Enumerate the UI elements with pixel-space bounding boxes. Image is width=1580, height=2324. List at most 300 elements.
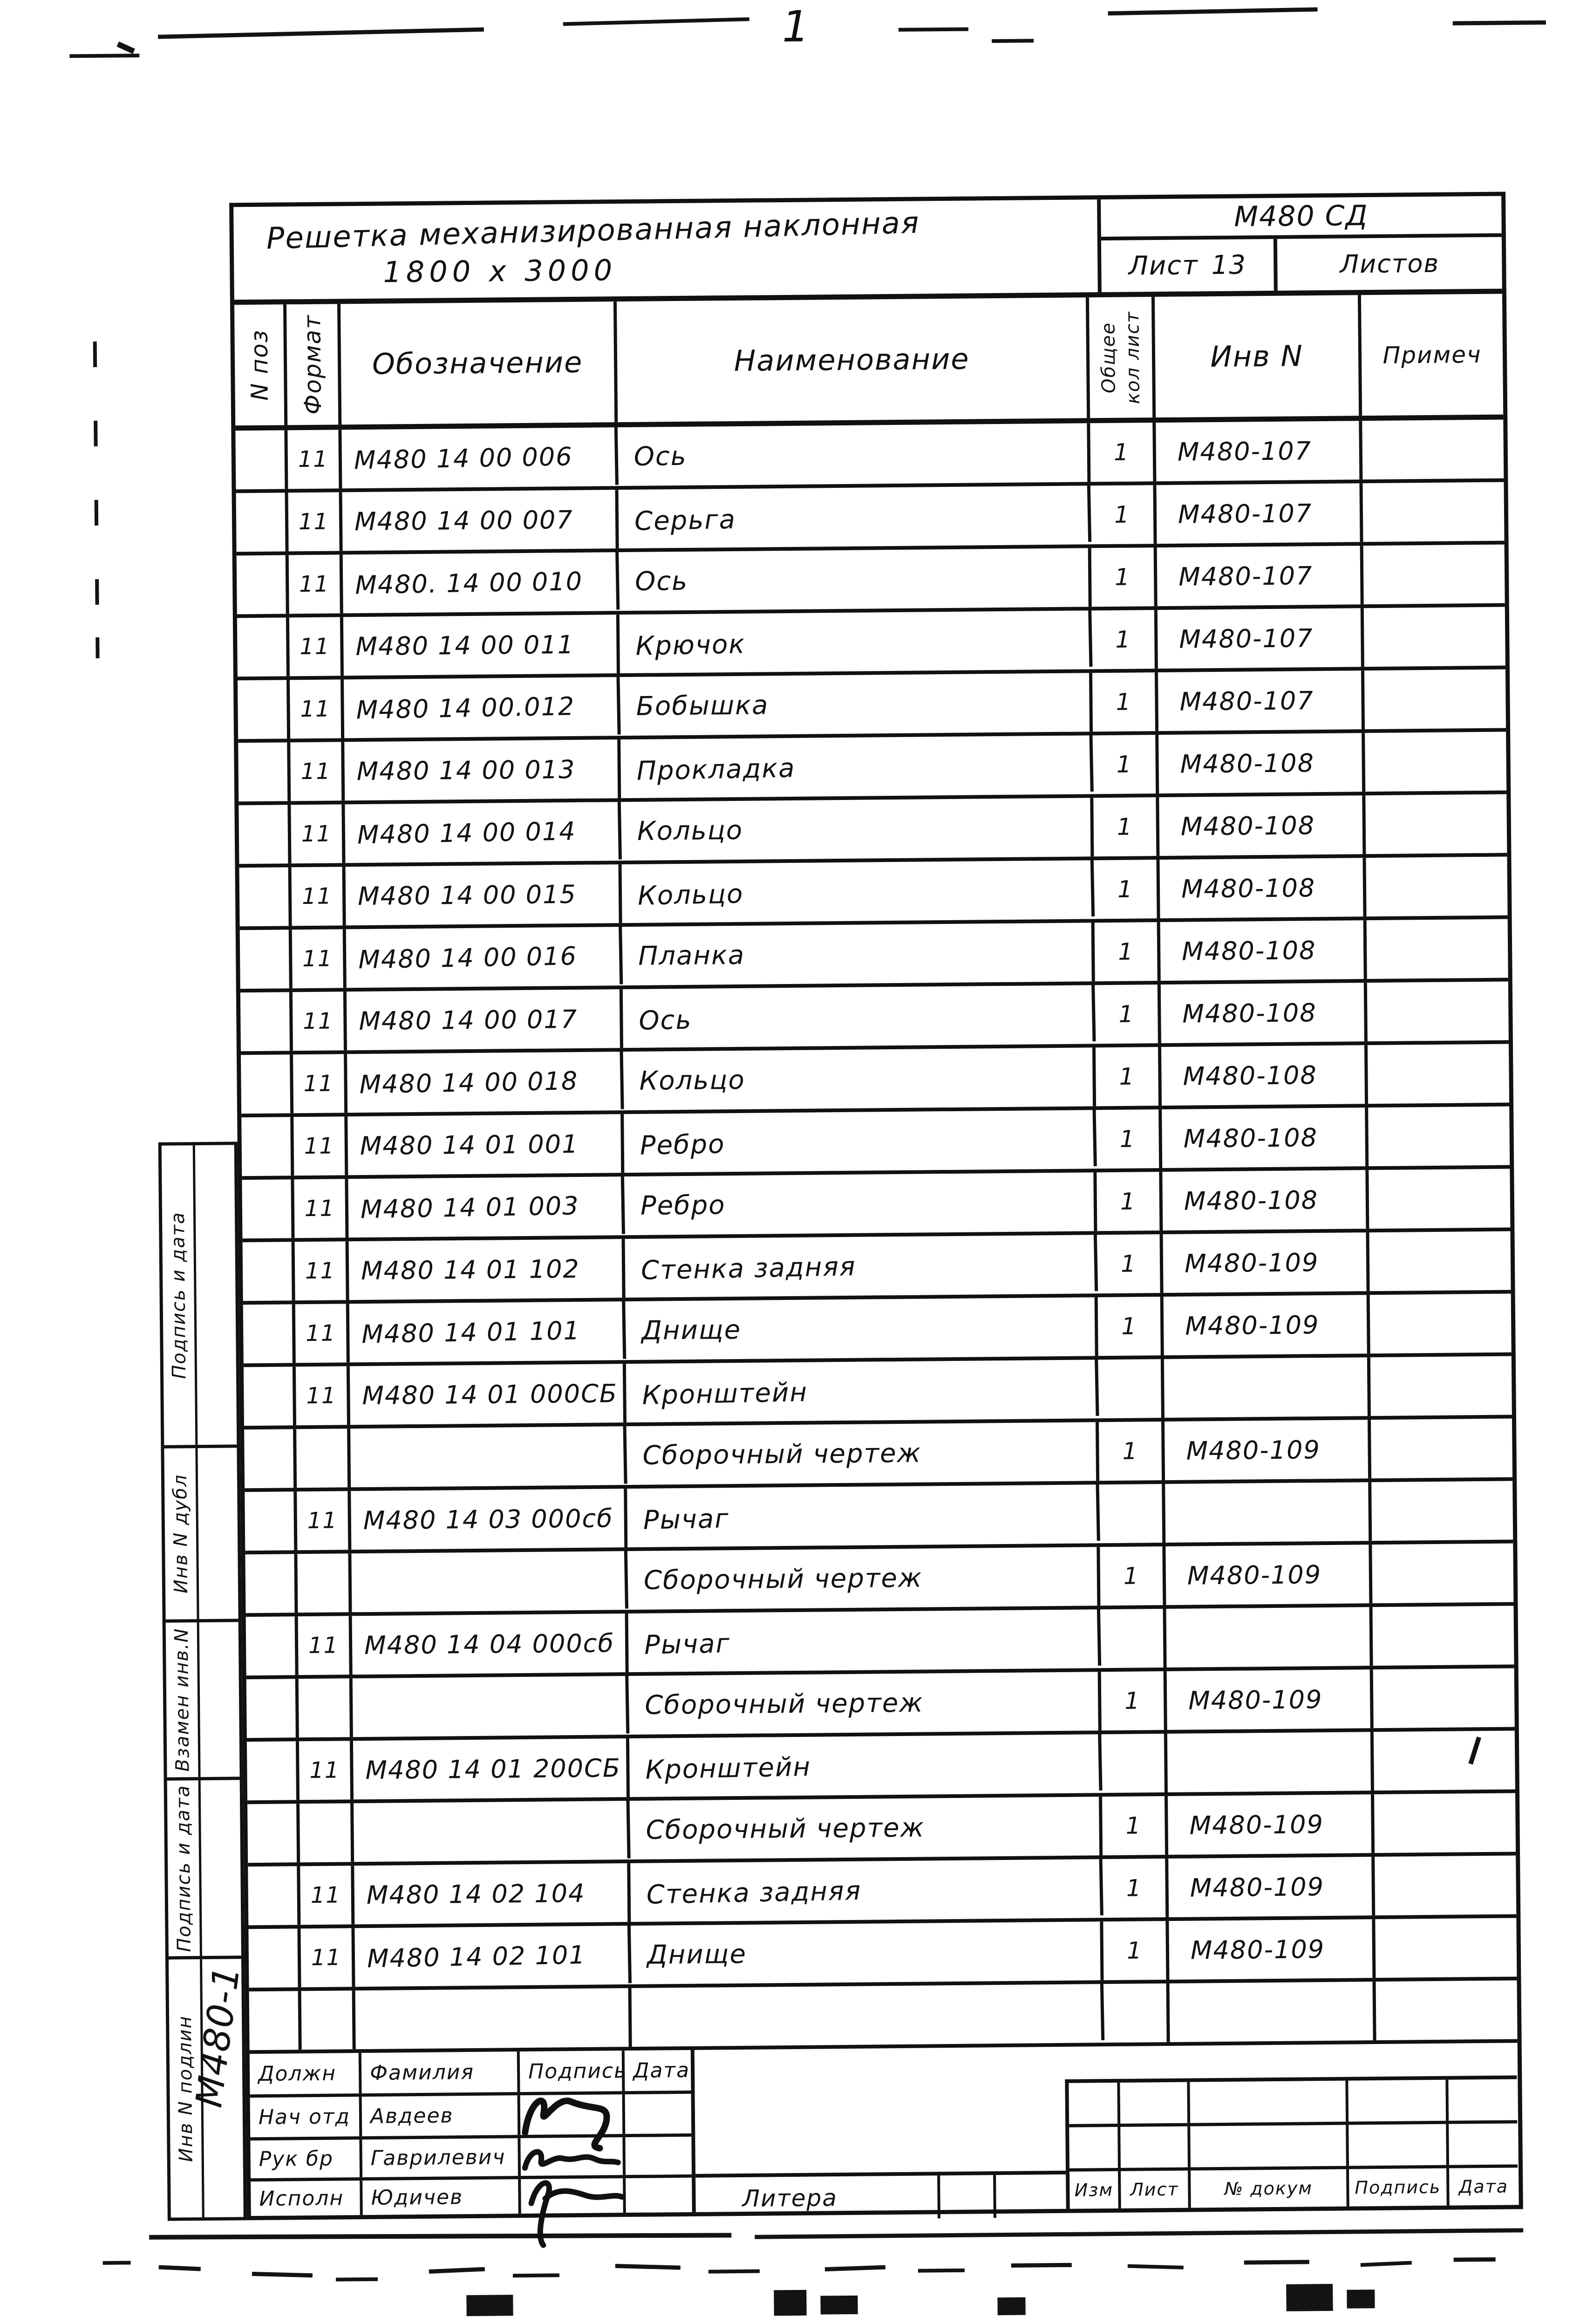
cell-designation: М480 14 00 013 — [344, 739, 621, 800]
cell-pos — [241, 1117, 294, 1176]
cell-pos — [238, 742, 291, 801]
cell-note — [1369, 1231, 1511, 1292]
cell-format — [297, 1553, 352, 1613]
cell-format: 11 — [295, 1304, 350, 1363]
col-role-label: Должн — [250, 2053, 362, 2094]
scan-artifact — [1454, 2257, 1496, 2262]
cell-format: 11 — [298, 1616, 353, 1675]
table-row — [245, 1481, 1513, 1554]
empty-cell — [1190, 2125, 1349, 2167]
cell-note — [1370, 1294, 1512, 1354]
cell-qty: 1 — [1097, 1234, 1164, 1293]
cell-format: 11 — [290, 679, 344, 738]
empty-cell — [1448, 2079, 1517, 2120]
scan-artifact — [563, 17, 749, 26]
cell-note — [1371, 1481, 1513, 1541]
margin-label: Подпись и дата — [172, 1784, 195, 1952]
cell-pos — [238, 680, 290, 739]
table-row — [238, 670, 1506, 743]
scan-artifact — [1244, 2260, 1309, 2264]
sheets-total-label: Листов — [1340, 248, 1440, 279]
scan-blob — [997, 2297, 1025, 2316]
scan-artifact — [918, 2269, 965, 2273]
table-row — [248, 1855, 1516, 1929]
header-inv: Инв N — [1155, 295, 1362, 417]
cell-note — [1363, 545, 1505, 605]
header-qty: Общее кол лист — [1089, 297, 1156, 418]
cell-designation: М480 14 00 007 — [342, 490, 619, 551]
cell-inv: М480-108 — [1160, 920, 1367, 981]
cell-qty: 1 — [1103, 1859, 1169, 1918]
cell-designation: М480 14 00 015 — [346, 864, 622, 925]
scan-blob — [774, 2290, 806, 2316]
cell-qty: 1 — [1095, 922, 1161, 981]
cell-designation: М480 14 00 006 — [341, 426, 619, 490]
cell-format: 11 — [288, 492, 343, 551]
cell-designation — [351, 1550, 628, 1613]
table-row — [239, 857, 1508, 930]
table-row — [238, 732, 1506, 806]
cell-pos — [240, 992, 293, 1051]
scan-artifact — [899, 27, 968, 32]
cell-note — [1373, 1606, 1514, 1666]
scan-blob — [820, 2296, 858, 2315]
cell-note — [1365, 732, 1506, 792]
header-note: Примеч — [1382, 341, 1482, 369]
cell-qty: 1 — [1098, 1297, 1164, 1356]
table-row — [236, 482, 1505, 556]
cell-name: Кронштейн — [629, 1732, 1102, 1799]
scan-artifact — [1128, 2264, 1184, 2269]
cell-designation: М480 14 00 014 — [345, 801, 622, 864]
cell-inv: М480-109 — [1164, 1295, 1370, 1355]
cell-format: 11 — [297, 1491, 351, 1550]
cell-pos — [247, 1741, 300, 1800]
fold-mark — [95, 579, 99, 605]
cell-name: Днище — [626, 1297, 1098, 1360]
table-row — [241, 1107, 1510, 1180]
header-format: Формат — [286, 304, 341, 425]
cell-format: 11 — [293, 991, 347, 1051]
cell-format: 11 — [289, 554, 343, 614]
signature-row — [250, 2094, 692, 2140]
scan-artifact — [1453, 21, 1546, 26]
rev-col-list: Лист — [1121, 2171, 1191, 2208]
sheet-label: Лист — [1128, 250, 1199, 281]
cell-inv: М480-107 — [1156, 421, 1362, 481]
cell-inv: М480-109 — [1165, 1420, 1371, 1480]
bottom-block — [250, 2043, 1519, 2216]
cell-pos — [249, 1991, 302, 2050]
drawing-frame — [229, 192, 1523, 2221]
cell-format: 11 — [290, 742, 345, 801]
cell-qty: 1 — [1099, 1422, 1165, 1481]
cell-note — [1364, 670, 1506, 730]
cell-pos — [248, 1928, 301, 1988]
cell-designation: М480 14 00 018 — [347, 1051, 624, 1114]
scan-artifact — [336, 2277, 378, 2282]
table-row — [240, 919, 1508, 993]
rev-col-izm: Изм — [1069, 2171, 1121, 2209]
scan-artifact — [149, 2233, 731, 2239]
margin-label: Взамен инв.N — [170, 1627, 193, 1772]
cell-note — [1376, 1980, 1518, 2040]
scan-artifact — [1361, 2261, 1412, 2267]
scan-artifact — [615, 2264, 681, 2270]
cell-name: Ребро — [624, 1172, 1097, 1235]
cell-name: Кольцо — [623, 1047, 1096, 1110]
cell-inv: М480-108 — [1162, 1170, 1369, 1230]
header-designation: Обозначение — [341, 301, 618, 424]
cell-pos — [244, 1429, 297, 1488]
cell-designation: М480 14 01 102 — [349, 1239, 626, 1300]
table-row — [245, 1543, 1513, 1617]
header-name: Наименование — [617, 297, 1090, 422]
cell-qty: 1 — [1096, 1172, 1163, 1231]
scan-blob — [1286, 2284, 1333, 2311]
cell-inv: М480-108 — [1161, 983, 1368, 1043]
revision-header-row — [1069, 2167, 1518, 2208]
margin-value-cell — [198, 1448, 238, 1619]
cell-pos — [248, 1866, 300, 1925]
table-row — [243, 1231, 1511, 1305]
cell-name: Ось — [618, 423, 1090, 486]
person-name: Юдичев — [362, 2179, 521, 2215]
cell-inv — [1164, 1357, 1371, 1418]
cell-qty: 1 — [1103, 1921, 1169, 1980]
fold-mark — [95, 500, 98, 526]
cell-note — [1369, 1169, 1510, 1229]
cell-format — [299, 1678, 353, 1737]
cell-note — [1375, 1918, 1517, 1978]
cell-name: Стенка задняя — [625, 1232, 1098, 1300]
margin-label-cell — [162, 1145, 198, 1445]
cell-name: Кольцо — [621, 858, 1095, 925]
cell-designation — [350, 1425, 627, 1489]
litera-cell — [940, 2175, 996, 2218]
table-row — [237, 607, 1505, 681]
cell-qty: 1 — [1101, 1671, 1167, 1730]
revision-empty-row — [1069, 2079, 1517, 2127]
cell-qty: 1 — [1094, 860, 1160, 919]
table-row — [249, 1980, 1518, 2054]
margin-inventory-number — [189, 1887, 248, 2186]
empty-cell — [1069, 2127, 1121, 2168]
scan-artifact — [708, 2269, 760, 2274]
cell-format: 11 — [289, 617, 344, 676]
cell-note — [1370, 1356, 1512, 1416]
cell-inv — [1170, 1982, 1376, 2042]
col-date-label: Дата — [633, 2058, 690, 2083]
cell-inv: М480-109 — [1169, 1919, 1376, 1980]
cell-pos — [237, 555, 289, 614]
cell-name: Ось — [622, 983, 1096, 1050]
scan-artifact — [992, 39, 1034, 43]
scan-artifact — [755, 2228, 1523, 2239]
table-rows — [235, 420, 1517, 2054]
cell-qty — [1102, 1734, 1168, 1793]
table-row — [244, 1418, 1512, 1492]
cell-name: Серьга — [618, 483, 1091, 551]
cell-qty — [1104, 1983, 1170, 2043]
sheet-number-cell — [1101, 239, 1278, 292]
table-row — [241, 1044, 1509, 1118]
cell-format: 11 — [300, 1928, 355, 1987]
cell-inv: М480-109 — [1168, 1857, 1375, 1917]
cell-format: 11 — [299, 1741, 354, 1800]
cell-inv: М480-107 — [1158, 670, 1365, 731]
cell-format: 11 — [293, 1054, 347, 1113]
document-size: 1800 х 3000 — [383, 253, 617, 289]
revision-block — [1065, 2075, 1518, 2208]
cell-inv: М480-108 — [1159, 858, 1366, 918]
cell-format: 11 — [293, 1116, 348, 1176]
cell-name: Рычаг — [627, 1482, 1100, 1550]
signature-table — [250, 2050, 696, 2216]
cell-inv — [1165, 1482, 1372, 1543]
cell-designation — [352, 1675, 629, 1738]
table-row — [235, 420, 1504, 493]
cell-qty: 1 — [1090, 485, 1157, 544]
cell-qty: 1 — [1090, 423, 1156, 482]
table-row — [244, 1356, 1512, 1430]
cell-name: Днище — [631, 1921, 1103, 1984]
rev-col-podpis: Подпись — [1349, 2168, 1450, 2207]
cell-note — [1362, 420, 1504, 480]
cell-designation: М480. 14 00 010 — [342, 551, 620, 615]
cell-inv — [1166, 1607, 1373, 1668]
cell-pos — [243, 1242, 295, 1301]
empty-cell — [1069, 2083, 1120, 2124]
cell-pos — [245, 1554, 298, 1613]
table-header — [234, 294, 1503, 431]
cell-designation: М480 14 04 000сб — [352, 1613, 629, 1675]
cell-qty: 1 — [1092, 672, 1158, 731]
table-row — [247, 1730, 1515, 1804]
signature-cell — [520, 2094, 626, 2135]
cell-note — [1372, 1543, 1513, 1603]
cell-designation: М480 14 02 101 — [354, 1924, 632, 1988]
cell-note — [1371, 1418, 1512, 1478]
margin-cell — [166, 1622, 240, 1780]
cell-format: 11 — [287, 430, 342, 489]
person-name: Гаврилевич — [362, 2138, 521, 2177]
scan-artifact — [103, 2261, 131, 2265]
cell-designation: М480 14 01 101 — [349, 1300, 626, 1364]
margin-inventory-value: М480-1 — [188, 1963, 249, 2110]
empty-cell — [1449, 2123, 1518, 2165]
cell-designation: М480 14 03 000сб — [351, 1489, 627, 1550]
col-sign-label: Подпись — [520, 2051, 625, 2092]
person-name: Авдеев — [362, 2095, 521, 2136]
cell-pos — [244, 1367, 296, 1426]
cell-designation: М480 14 00 016 — [346, 926, 623, 989]
scan-artifact — [1108, 7, 1318, 16]
table-row — [243, 1294, 1512, 1367]
cell-inv: М480-107 — [1158, 608, 1364, 669]
cell-note — [1374, 1793, 1516, 1853]
empty-cell — [1120, 2126, 1191, 2168]
scan-artifact — [158, 27, 484, 39]
scan-artifact — [69, 54, 139, 58]
cell-pos — [235, 430, 288, 489]
cell-format: 11 — [292, 929, 347, 988]
margin-cell — [162, 1145, 237, 1448]
cell-inv: М480-108 — [1162, 1107, 1369, 1168]
cell-note — [1365, 794, 1507, 854]
header-pos: N поз — [234, 304, 287, 425]
cell-qty: 1 — [1093, 735, 1159, 794]
cell-qty — [1099, 1484, 1165, 1543]
cell-name: Сборочный чертеж — [629, 1672, 1102, 1735]
cell-designation: М480 14 01 200СБ — [353, 1738, 630, 1799]
cell-qty: 1 — [1096, 1047, 1162, 1106]
cell-note — [1367, 982, 1509, 1042]
col-name-label: Фамилия — [361, 2051, 520, 2093]
cell-qty — [1098, 1359, 1165, 1418]
role: Исполн — [251, 2180, 363, 2216]
scan-artifact — [429, 2267, 485, 2274]
cell-pos — [246, 1679, 299, 1738]
cell-qty — [1101, 1609, 1167, 1668]
cell-designation — [354, 1799, 631, 1863]
scan-artifact — [252, 2272, 313, 2277]
scan-artifact — [116, 41, 135, 54]
cell-designation — [355, 1988, 632, 2049]
cell-name — [631, 1982, 1104, 2049]
cell-designation: М480 14 01 001 — [347, 1114, 624, 1175]
table-row — [238, 794, 1507, 868]
cell-inv: М480-107 — [1156, 483, 1363, 544]
cell-name: Рычаг — [628, 1607, 1101, 1675]
table-row — [247, 1793, 1516, 1866]
cell-pos — [239, 867, 292, 926]
cell-pos — [242, 1179, 294, 1238]
fold-mark — [94, 421, 97, 446]
role: Рук бр — [250, 2139, 362, 2178]
cell-pos — [238, 805, 291, 864]
signature-ispoln — [517, 2170, 629, 2250]
empty-cell — [1348, 2080, 1449, 2122]
cell-name: Стенка задняя — [630, 1857, 1103, 1924]
scan-artifact — [1011, 2263, 1072, 2268]
margin-value-cell — [195, 1145, 237, 1445]
litera-row — [695, 2171, 1066, 2221]
cell-name: Сборочный чертеж — [627, 1422, 1099, 1485]
cell-note — [1375, 1855, 1516, 1915]
cell-name: Сборочный чертеж — [630, 1797, 1103, 1859]
cell-inv: М480-109 — [1165, 1545, 1372, 1605]
cell-pos — [246, 1616, 299, 1675]
revision-empty-row — [1069, 2123, 1518, 2171]
sheets-row — [1101, 237, 1502, 293]
signature-row — [251, 2178, 692, 2216]
rev-col-dokum: № докум — [1191, 2169, 1349, 2208]
cell-name: Бобышка — [620, 673, 1093, 736]
cell-inv: М480-108 — [1161, 1045, 1368, 1106]
scan-artifact — [159, 2265, 201, 2271]
cell-designation: М480 14 00 011 — [343, 615, 620, 676]
cell-qty: 1 — [1100, 1546, 1166, 1606]
cell-pos — [245, 1491, 297, 1551]
cell-note — [1364, 607, 1505, 667]
scan-blob — [466, 2295, 513, 2316]
cell-note — [1367, 919, 1508, 979]
cell-name: Прокладка — [620, 733, 1094, 800]
table-row — [246, 1668, 1515, 1742]
cell-format: 11 — [292, 867, 346, 926]
cell-note — [1366, 857, 1507, 917]
scan-artifact — [825, 2265, 885, 2272]
table-row — [237, 545, 1505, 618]
empty-cell — [1120, 2082, 1190, 2124]
cell-format: 11 — [296, 1366, 350, 1425]
page-number-mark: 1 — [782, 1, 810, 52]
margin-label: Инв N подлин — [174, 2015, 197, 2162]
cell-inv: М480-109 — [1167, 1669, 1374, 1730]
cell-designation: М480 14 00.012 — [344, 676, 621, 739]
cell-name: Планка — [622, 923, 1095, 985]
cell-name: Крючок — [619, 608, 1092, 676]
cell-qty: 1 — [1102, 1796, 1168, 1855]
date-cell — [626, 2178, 692, 2213]
cell-qty: 1 — [1091, 547, 1158, 607]
cell-designation: М480 14 02 104 — [354, 1863, 631, 1924]
cell-note — [1368, 1107, 1510, 1167]
table-row — [246, 1606, 1514, 1679]
code-column — [1101, 196, 1502, 292]
cell-format — [300, 1803, 354, 1862]
cell-note — [1374, 1730, 1515, 1791]
cell-name: Кольцо — [621, 798, 1094, 861]
table-row — [240, 982, 1509, 1055]
table-row — [242, 1169, 1510, 1243]
cell-designation: М480 14 00 017 — [347, 989, 623, 1050]
cell-qty: 1 — [1093, 797, 1159, 856]
rev-col-data: Дата — [1458, 2176, 1509, 2197]
cell-name: Кронштейн — [626, 1357, 1099, 1425]
scan-blob — [1347, 2290, 1375, 2309]
margin-label-cell — [164, 1448, 199, 1620]
cell-format — [296, 1429, 351, 1488]
cell-pos — [243, 1304, 296, 1363]
document-code: М480 СД — [1101, 196, 1502, 241]
title-cell — [233, 199, 1102, 300]
cell-inv: М480-108 — [1158, 733, 1365, 793]
cell-format: 11 — [295, 1241, 349, 1300]
cell-qty: 1 — [1092, 610, 1158, 669]
cell-qty: 1 — [1096, 1109, 1162, 1169]
cell-pos — [237, 617, 290, 677]
table-row — [248, 1918, 1517, 1991]
cell-inv: М480-108 — [1159, 795, 1366, 856]
margin-label: Подпись и дата — [167, 1211, 190, 1379]
cell-format: 11 — [300, 1866, 354, 1925]
empty-cell — [1190, 2081, 1348, 2123]
cell-name: Ребро — [624, 1107, 1097, 1175]
margin-label-cell — [166, 1622, 201, 1777]
title-block — [233, 196, 1502, 305]
margin-cell — [164, 1448, 238, 1622]
cell-note — [1368, 1044, 1509, 1104]
fold-mark — [93, 342, 97, 367]
cell-inv: М480-107 — [1157, 546, 1364, 606]
cell-pos — [247, 1804, 300, 1863]
cell-format: 11 — [291, 804, 345, 863]
margin-label: Инв N дубл — [169, 1474, 192, 1594]
cell-designation: М480 14 01 000СБ — [350, 1364, 627, 1425]
cell-inv — [1167, 1732, 1374, 1792]
